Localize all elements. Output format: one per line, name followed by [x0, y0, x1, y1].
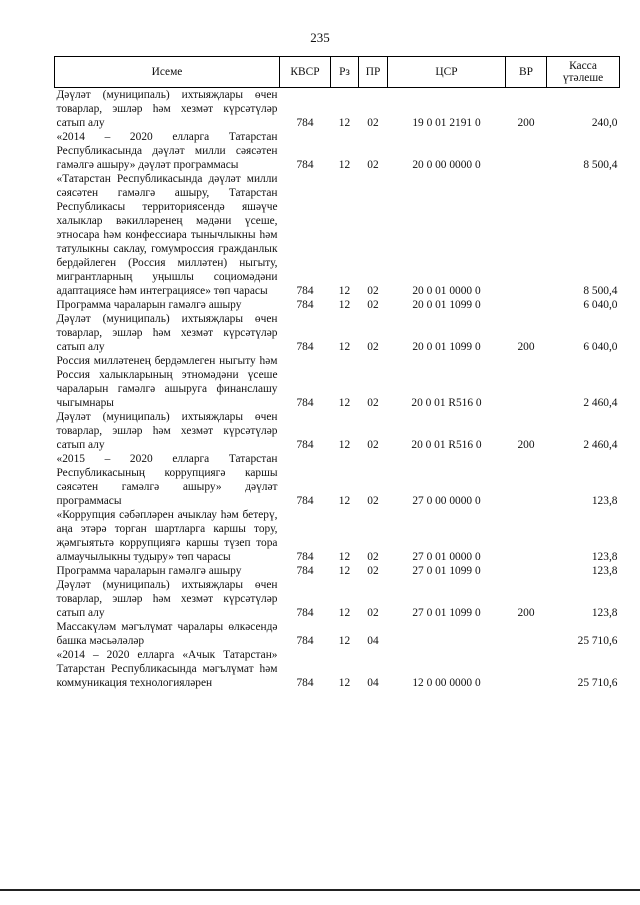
row-csr: 20 0 00 0000 0	[412, 159, 481, 171]
row-amount: 25 710,6	[577, 677, 618, 689]
row-rz: 12	[338, 677, 351, 689]
header-vr: ВР	[506, 57, 547, 88]
table-row	[55, 410, 620, 452]
row-kvsr: 784	[296, 635, 314, 647]
row-pr: 02	[367, 397, 379, 409]
row-vr	[506, 452, 547, 508]
header-rz: Рз	[331, 57, 359, 88]
row-name: Программа чараларын гамәлгә ашыру	[56, 299, 242, 311]
row-rz: 12	[338, 299, 351, 311]
row-pr: 02	[367, 117, 379, 129]
row-vr	[506, 508, 547, 564]
row-csr: 20 0 01 R516 0	[411, 439, 482, 451]
row-vr	[506, 648, 547, 690]
row-rz: 12	[338, 565, 351, 577]
row-kvsr: 784	[296, 285, 314, 297]
table-row	[55, 564, 620, 578]
row-amount: 25 710,6	[577, 635, 618, 647]
row-kvsr: 784	[296, 607, 314, 619]
row-csr: 20 0 01 0000 0	[412, 285, 481, 297]
row-kvsr: 784	[296, 565, 314, 577]
row-pr: 02	[367, 551, 379, 563]
row-amount: 2 460,4	[583, 439, 618, 451]
row-vr: 200	[517, 117, 535, 129]
row-kvsr: 784	[296, 495, 314, 507]
row-name: Россия милләтенең бердәмлеген ныгыту һәм Россия халыкларының этномәдәни үсеше чараларын гамәлгә ашыруга финанслашу чыгымнары	[56, 355, 278, 409]
row-rz: 12	[338, 341, 351, 353]
row-rz: 12	[338, 397, 351, 409]
row-name: Программа чараларын гамәлгә ашыру	[56, 565, 242, 577]
row-pr: 02	[367, 159, 379, 171]
table-row	[55, 88, 620, 131]
row-amount: 123,8	[591, 495, 618, 507]
row-vr	[506, 564, 547, 578]
row-pr: 04	[367, 635, 379, 647]
row-kvsr: 784	[296, 397, 314, 409]
page-number: 235	[310, 30, 330, 45]
row-kvsr: 784	[296, 439, 314, 451]
row-name: Массакүләм мәгълүмат чаралары өлкәсендә башка мәсьәләләр	[56, 621, 278, 647]
row-pr: 04	[367, 677, 379, 689]
row-csr	[388, 620, 506, 648]
row-rz: 12	[338, 285, 351, 297]
row-csr: 20 0 01 1099 0	[412, 341, 481, 353]
row-csr: 20 0 01 1099 0	[412, 299, 481, 311]
table-row	[55, 648, 620, 690]
table-row	[55, 298, 620, 312]
table-row	[55, 508, 620, 564]
header-kassa-line1: Касса	[569, 60, 597, 72]
row-kvsr: 784	[296, 159, 314, 171]
bottom-rule	[0, 889, 640, 891]
row-amount: 6 040,0	[583, 341, 618, 353]
table-row	[55, 354, 620, 410]
row-name: Дәүләт (муниципаль) ихтыяҗлары өчен товарлар, эшләр һәм хезмәт күрсәтүләр сатып алу	[56, 89, 278, 129]
row-csr: 12 0 00 0000 0	[412, 677, 481, 689]
row-rz: 12	[338, 635, 351, 647]
row-pr: 02	[367, 565, 379, 577]
table-row	[55, 172, 620, 298]
row-vr	[506, 620, 547, 648]
row-kvsr: 784	[296, 117, 314, 129]
row-csr: 19 0 01 2191 0	[412, 117, 481, 129]
header-kvsr: КВСР	[280, 57, 331, 88]
row-csr: 27 0 01 1099 0	[412, 607, 481, 619]
row-name: Дәүләт (муниципаль) ихтыяҗлары өчен товарлар, эшләр һәм хезмәт күрсәтүләр сатып алу	[56, 579, 278, 619]
header-pr: ПР	[359, 57, 388, 88]
budget-table	[54, 56, 620, 690]
row-amount: 123,8	[591, 607, 618, 619]
row-vr	[506, 172, 547, 298]
row-kvsr: 784	[296, 677, 314, 689]
row-amount: 2 460,4	[583, 397, 618, 409]
row-name: «Коррупция сәбәпләрен ачыклау һәм бетерү, аңа этәрә торган шартларга каршы тору, җәмгыятьтә коррупциягә каршы түзеп тора алмаучылыкны тудыру» төп чарасы	[56, 509, 278, 563]
table-header	[55, 57, 620, 88]
table-row	[55, 312, 620, 354]
header-csr: ЦСР	[388, 57, 506, 88]
table-row	[55, 452, 620, 508]
row-amount: 8 500,4	[583, 285, 618, 297]
row-name: Дәүләт (муниципаль) ихтыяҗлары өчен товарлар, эшләр һәм хезмәт күрсәтүләр сатып алу	[56, 313, 278, 353]
row-vr	[506, 130, 547, 172]
row-csr: 27 0 00 0000 0	[412, 495, 481, 507]
row-vr	[506, 298, 547, 312]
row-vr: 200	[517, 341, 535, 353]
header-name: Исеме	[55, 57, 280, 88]
table-row	[55, 620, 620, 648]
row-amount: 123,8	[591, 565, 618, 577]
row-pr: 02	[367, 439, 379, 451]
row-rz: 12	[338, 551, 351, 563]
row-pr: 02	[367, 285, 379, 297]
row-vr: 200	[517, 439, 535, 451]
header-kassa	[547, 57, 620, 88]
row-name: «2014 – 2020 елларга Татарстан Республикасында дәүләт милли сәясәтен гамәлгә ашыру» дәүләт программасы	[56, 131, 278, 171]
row-rz: 12	[338, 117, 351, 129]
row-amount: 8 500,4	[583, 159, 618, 171]
row-csr: 27 0 01 1099 0	[412, 565, 481, 577]
row-pr: 02	[367, 341, 379, 353]
row-name: «2014 – 2020 елларга «Ачык Татарстан» Татарстан Республикасында мәгълүмат һәм коммуникация технологияләрен	[56, 649, 278, 689]
row-amount: 123,8	[591, 551, 618, 563]
table-body	[55, 88, 620, 691]
row-csr: 20 0 01 R516 0	[411, 397, 482, 409]
row-vr: 200	[517, 607, 535, 619]
row-vr	[506, 354, 547, 410]
row-name: «Татарстан Республикасында дәүләт милли сәясәтен гамәлгә ашыру, Татарстан Республикасы территориясендә яшәүче халыклар вәкилләренең мәдәни үсеше, этносара һәм конфессиара тынычлыкны һәм татулыкны саклау, гомумроссия гражданлык бердәйлеген (Россия милләтен) ныгыту, мигрантларның уңышлы социомәдәни адаптациясе һәм интеграциясе» төп чарасы	[56, 173, 278, 297]
row-kvsr: 784	[296, 341, 314, 353]
row-kvsr: 784	[296, 299, 314, 311]
row-rz: 12	[338, 439, 351, 451]
row-name: «2015 – 2020 елларга Татарстан Республикасының коррупциягә каршы сәясәтен гамәлгә ашыру» дәүләт программасы	[56, 453, 278, 507]
table-row	[55, 130, 620, 172]
row-rz: 12	[338, 607, 351, 619]
row-kvsr: 784	[296, 551, 314, 563]
row-rz: 12	[338, 159, 351, 171]
row-amount: 240,0	[591, 117, 618, 129]
row-pr: 02	[367, 299, 379, 311]
row-pr: 02	[367, 607, 379, 619]
table-row	[55, 578, 620, 620]
row-pr: 02	[367, 495, 379, 507]
row-csr: 27 0 01 0000 0	[412, 551, 481, 563]
header-kassa-line2: үтәлеше	[562, 72, 604, 84]
row-rz: 12	[338, 495, 351, 507]
row-amount: 6 040,0	[583, 299, 618, 311]
row-name: Дәүләт (муниципаль) ихтыяҗлары өчен товарлар, эшләр һәм хезмәт күрсәтүләр сатып алу	[56, 411, 278, 451]
